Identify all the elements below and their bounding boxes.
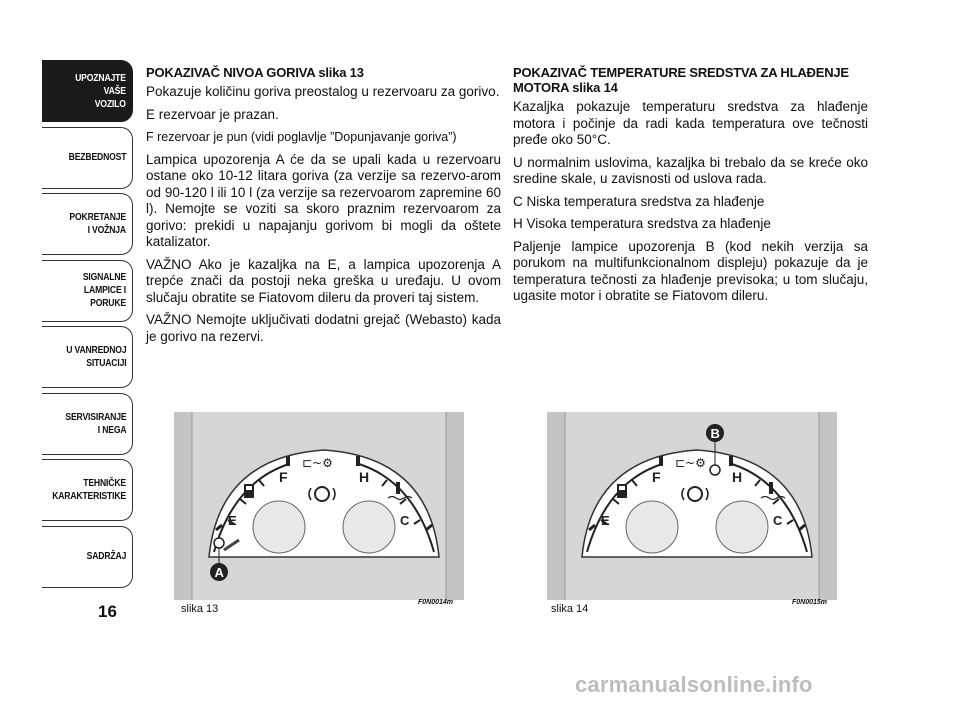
section-heading: POKAZIVAČ NIVOA GORIVA slika 13: [146, 65, 364, 80]
figure-13-gauge-illustration: [174, 412, 464, 600]
paragraph: VAŽNO Nemojte uključivati dodatni grejač (Webasto) kada je gorivo na rezervi.: [146, 312, 501, 344]
coolant-warning-lamp: [710, 465, 720, 475]
coolant-hot-label: H: [732, 469, 743, 485]
glow-plug-icon: [302, 456, 333, 470]
svg-text:⊏~⚙: ⊏~⚙: [675, 456, 706, 470]
fuel-empty-label: E: [601, 513, 610, 528]
fuel-empty-label: E: [228, 513, 237, 528]
paragraph: Lampica upozorenja A će da se upali kada u rezervoaru ostane oko 10-12 litara goriva (za verzije sa rezervo-arom od 90-120 l ili 10 l (za verzije sa rezervoarom zapremine 60 l). Nemojte se voziti sa skoro praznim rezervoarom za gorivo: prekidi u napajanju gorivom bi mogli da oštete katalizator.: [146, 151, 501, 249]
fuel-gauge-section: [146, 65, 501, 351]
paragraph: U normalnim uslovima, kazaljka bi trebalo da se kreće oko sredine skale, u zavisnosti od uslova rada.: [513, 154, 868, 186]
tab-label: SERVISIRANJE I NEGA: [64, 410, 126, 436]
tab-u-vanrednoj-situaciji[interactable]: [42, 326, 133, 388]
page-number: 16: [98, 602, 117, 621]
paragraph: E rezervoar je prazan.: [146, 106, 279, 122]
tab-label: SADRŽAJ: [86, 550, 126, 562]
paragraph: H Visoka temperatura sredstva za hlađenje: [513, 216, 771, 231]
coolant-cold-label: C: [400, 513, 410, 528]
tab-sadrzaj[interactable]: [42, 526, 133, 588]
tab-label: TEHNIČKE KARAKTERISTIKE: [52, 477, 126, 502]
glow-plug-icon: [675, 456, 706, 470]
paragraph: Kazaljka pokazuje temperaturu sredstva za hlađenje motora i počinje da radi kada temperatura ove tečnosti pređe oko 50°C.: [513, 99, 868, 147]
tab-pokretanje-i-voznja[interactable]: [42, 193, 133, 255]
fuel-pump-icon: [617, 484, 627, 498]
paragraph: VAŽNO Ako je kazaljka na E, a lampica upozorenja A trepće znači da postoji neka greška u uređaju. U ovom slučaju obratite se Fiatovom dileru da proveri taj sistem.: [146, 256, 501, 305]
figure-13-caption: slika 13: [181, 603, 219, 615]
figure-14-code: F0N0015m: [792, 599, 828, 606]
tab-servisiranje-i-nega[interactable]: [42, 393, 133, 455]
callout-a-label: A: [214, 565, 224, 580]
tab-label: UPOZNAJTE VAŠE VOZILO: [75, 71, 126, 110]
tab-label: SIGNALNE LAMPICE I PORUKE: [82, 271, 126, 309]
tab-label: POKRETANJE I VOŽNJA: [69, 211, 126, 236]
watermark: carmanualsonline.info: [575, 672, 813, 697]
coolant-hot-label: H: [359, 469, 370, 485]
tab-bezbednost[interactable]: [42, 127, 133, 189]
paragraph: C Niska temperatura sredstva za hlađenje: [513, 193, 765, 209]
chapter-sidebar: [42, 60, 133, 592]
fuel-warning-lamp: [214, 538, 224, 548]
fuel-full-label: F: [279, 469, 288, 485]
tab-label: BEZBEDNOST: [68, 151, 126, 163]
figure-14-caption: slika 14: [551, 603, 589, 615]
svg-text:⊏~⚙: ⊏~⚙: [302, 456, 333, 470]
fuel-pump-icon: [244, 484, 254, 498]
figure-13-code: F0N0014m: [418, 599, 454, 606]
callout-b-label: B: [710, 426, 720, 441]
fuel-full-label: F: [652, 469, 661, 485]
tab-tehnicke-karakteristike[interactable]: [42, 459, 133, 521]
paragraph: Paljenje lampice upozorenja B (kod nekih verzija sa porukom na multifunkcionalnom displeju) pokazuje da je temperatura tečnosti za hlađenje previsoka; u tom slučaju, ugasite motor i obratite se Fiatovom dileru.: [513, 238, 868, 303]
tab-upoznajte-vase-vozilo[interactable]: [42, 60, 133, 122]
figure-14-gauge-illustration: [547, 412, 837, 600]
paragraph: Pokazuje količinu goriva preostalog u rezervoaru za gorivo.: [146, 84, 500, 99]
coolant-gauge-section: [513, 65, 868, 311]
tab-label: U VANREDNOJ SITUACIJI: [65, 344, 126, 369]
tab-signalne-lampice[interactable]: [42, 260, 133, 322]
paragraph: F rezervoar je pun (vidi poglavlje ”Dopunjavanje goriva”): [146, 130, 457, 144]
section-heading: POKAZIVAČ TEMPERATURE SREDSTVA ZA HLAĐENJE MOTORA slika 14: [513, 65, 849, 95]
coolant-cold-label: C: [773, 513, 783, 528]
